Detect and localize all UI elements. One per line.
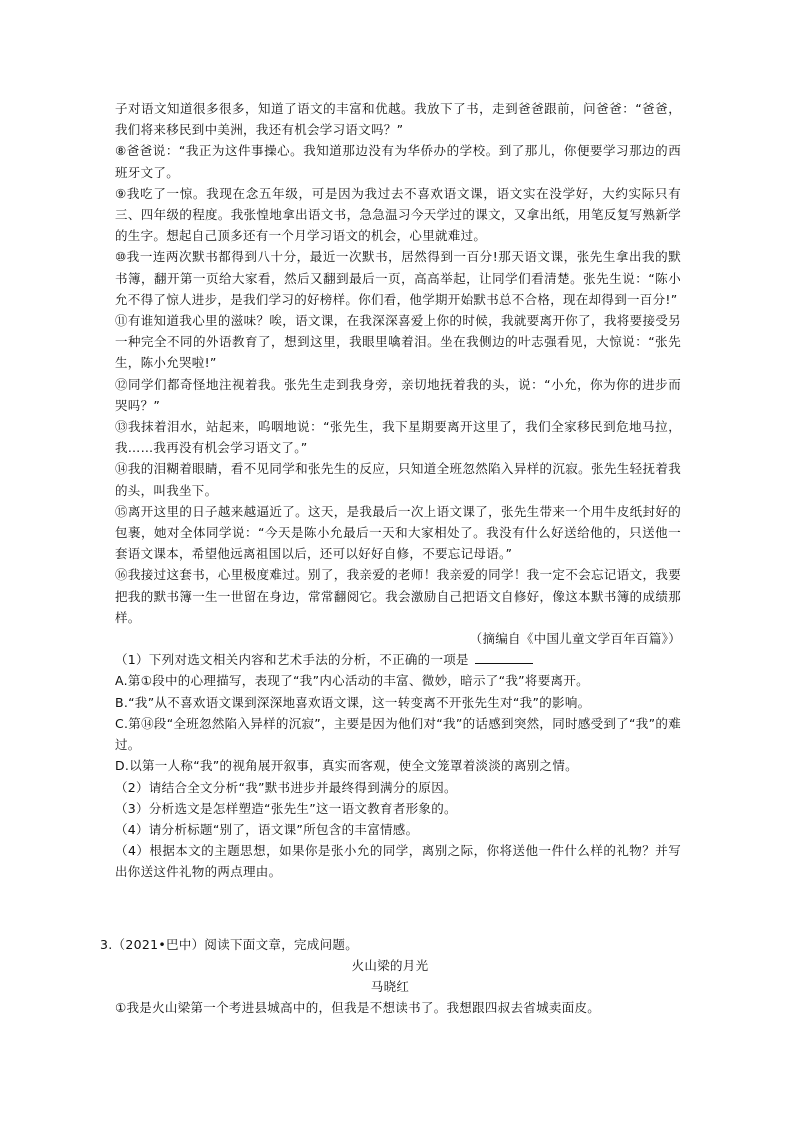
article-paragraph: ①我是火山梁第一个考进县城高中的，但我是不想读书了。我想跟四叔去省城卖面皮。 bbox=[115, 1000, 601, 1015]
answer-blank[interactable] bbox=[475, 651, 533, 664]
paragraph: ⑮离开这里的日子越来越逼近了。这天，是我最后一次上语文课了，张先生带来一个用牛皮纸封好的包裹，她对全体同学说：“今天是陈小允最后一天和大家相处了。我没有什么好送给他的，只送他一套语文课本，希望他远离祖国以后，还可以好好自修，不要忘记母语。” bbox=[115, 503, 681, 562]
question-3: （3）分析选文是怎样塑造“张先生”这一语文教育者形象的。 bbox=[115, 800, 457, 816]
option-a: A.第①段中的心理描写，表现了“我”内心活动的丰富、微妙，暗示了“我”将要离开。 bbox=[115, 673, 589, 689]
paragraph: ⑪有谁知道我心里的滋味？唉，语文课，在我深深喜爱上你的时候，我就要离开你了，我将要接受另一种完全不同的外语教育了，想到这里，我眼里噙着泪。坐在我侧边的叶志强看见，大惊说：“张先生，陈小允哭啦!” bbox=[115, 313, 681, 371]
passage-block bbox=[115, 98, 681, 883]
question-2: （2）请结合全文分析“我”默书进步并最终得到满分的原因。 bbox=[115, 779, 457, 795]
article-title: 火山梁的月光 bbox=[351, 958, 429, 973]
question-4a: （4）请分析标题“别了，语文课”所包含的丰富情感。 bbox=[115, 821, 419, 837]
paragraph: ⑩我一连两次默书都得到八十分，最近一次默书，居然得到一百分!那天语文课，张先生拿出我的默书簿，翻开第一页给大家看，然后又翻到最后一页，高高举起，让同学们看清楚。张先生说：“陈小允不得了惊人进步，是我们学习的好榜样。你们看，他学期开始默书总不合格，现在却得到一百分!” bbox=[115, 249, 681, 307]
paragraph: ⑬我抹着泪水，站起来，呜咽地说：“张先生，我下星期要离开这里了，我们全家移民到危地马拉，我……我再没有机会学习语文了。” bbox=[115, 419, 681, 456]
section-3-heading: 3.（2021•巴中）阅读下面文章，完成问题。 bbox=[100, 937, 359, 952]
option-d: D.以第一人称“我”的视角展开叙事，真实而客观，使全文笼罩着淡淡的离别之情。 bbox=[115, 758, 578, 774]
section-3 bbox=[100, 934, 680, 1018]
paragraph: ⑧爸爸说：“我正为这件事操心。我知道那边没有为华侨办的学校。到了那儿，你便要学习那边的西班牙文了。 bbox=[115, 143, 681, 180]
paragraph: 子对语文知道很多很多，知道了语文的丰富和优越。我放下了书，走到爸爸跟前，问爸爸：“爸爸，我们将来移民到中美洲，我还有机会学习语文吗？” bbox=[115, 101, 681, 138]
article-author: 马晓红 bbox=[370, 979, 410, 994]
paragraph: ⑭我的泪糊着眼睛，看不见同学和张先生的反应，只知道全班忽然陷入异样的沉寂。张先生轻抚着我的头，叫我坐下。 bbox=[115, 461, 681, 498]
paragraph: ⑯我接过这套书，心里极度难过。别了，我亲爱的老师！我亲爱的同学！我一定不会忘记语文，我要把我的默书簿一生一世留在身边，常常翻阅它。我会激励自己把语文自修好，像这本默书簿的成绩那样。 bbox=[115, 567, 681, 625]
question-1-stem: （1）下列对选文相关内容和艺术手法的分析，不正确的一项是 bbox=[115, 652, 469, 668]
question-4b: （4）根据本文的主题思想，如果你是张小允的同学，离别之际，你将送他一件什么样的礼物？并写出你送这件礼物的两点理由。 bbox=[115, 843, 681, 880]
question-1 bbox=[115, 649, 681, 670]
paragraph: ⑨我吃了一惊。我现在念五年级，可是因为我过去不喜欢语文课，语文实在没学好，大约实际只有三、四年级的程度。我张惶地拿出语文书，急急温习今天学过的课文，又拿出纸，用笔反复写熟新学的生字。想起自己顶多还有一个月学习语文的机会，心里就难过。 bbox=[115, 185, 681, 244]
paragraph: ⑫同学们都奇怪地注视着我。张先生走到我身旁，亲切地抚着我的头，说：“小允，你为你的进步而哭吗？” bbox=[115, 376, 681, 413]
option-c: C.第⑭段“全班忽然陷入异样的沉寂”，主要是因为他们对“我”的话感到突然，同时感受到了“我”的难过。 bbox=[115, 715, 681, 753]
source-citation: （摘编自《中国儿童文学百年百篇》） bbox=[469, 631, 681, 647]
option-b: B.“我”从不喜欢语文课到深深地喜欢语文课，这一转变离不开张先生对“我”的影响。 bbox=[115, 694, 591, 710]
